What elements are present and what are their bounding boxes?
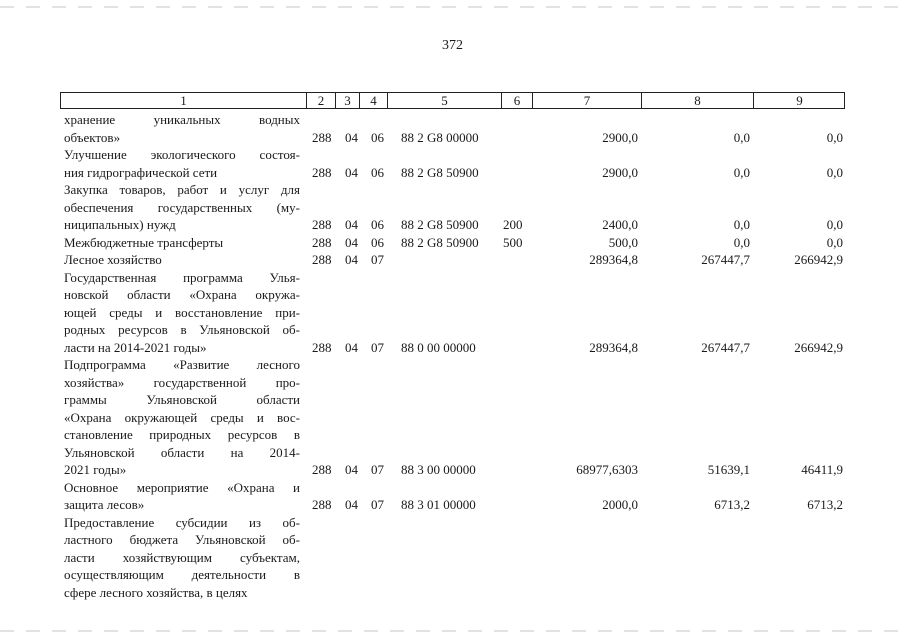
table-row — [0, 251, 905, 269]
description-line: ласти хозяйствующим субъектам, — [64, 549, 300, 565]
cell-c2: 288 — [312, 252, 332, 267]
description-line: «Охрана окружающей среды и вос- — [64, 409, 300, 425]
cell-c7: 68977,6303 — [576, 462, 638, 477]
table-header — [60, 92, 845, 109]
row-description — [64, 146, 300, 181]
cell-c9: 0,0 — [826, 217, 843, 232]
row-description — [64, 234, 300, 252]
cell-c3: 04 — [345, 234, 358, 250]
header-col-7: 7 — [532, 93, 641, 108]
description-line: ласти на 2014-2021 годы» — [64, 339, 207, 355]
description-line: обеспечения государственных (му- — [64, 199, 300, 215]
cell-c5: 88 2 G8 50900 — [401, 164, 479, 180]
cell-c2: 288 — [312, 129, 332, 145]
cell-c4: 06 — [371, 164, 384, 180]
cell-c4: 06 — [371, 234, 384, 250]
cell-c9: 266942,9 — [794, 252, 843, 267]
description-line: Закупка товаров, работ и услуг для — [64, 182, 300, 197]
header-col-1: 1 — [180, 93, 187, 108]
row-description — [64, 251, 300, 269]
cell-c5: 88 2 G8 50900 — [401, 234, 479, 250]
cell-c5: 88 2 G8 50900 — [401, 217, 479, 232]
header-col-8: 8 — [641, 93, 753, 108]
table-row — [0, 146, 905, 181]
row-description — [64, 111, 300, 146]
description-line: родных ресурсов в Ульяновской об- — [64, 322, 300, 337]
cell-c8: 0,0 — [733, 234, 750, 250]
description-line: осуществляющим деятельности в — [64, 567, 300, 582]
cell-c7: 2400,0 — [602, 217, 638, 232]
description-line: Подпрограмма «Развитие лесного — [64, 357, 300, 372]
table-row — [0, 111, 905, 146]
header-col-3: 3 — [335, 93, 359, 108]
cell-c2: 288 — [312, 164, 332, 180]
header-col-9: 9 — [753, 93, 845, 108]
description-line: 2021 годы» — [64, 462, 127, 477]
header-col-6: 6 — [501, 93, 532, 108]
table-body — [0, 111, 905, 601]
description-line: Межбюджетные трансферты — [64, 234, 224, 250]
table-row — [0, 479, 905, 514]
row-description — [64, 181, 300, 234]
table-row — [0, 269, 905, 357]
cell-c3: 04 — [345, 164, 358, 180]
cell-c3: 04 — [345, 217, 358, 232]
cell-c2: 288 — [312, 462, 332, 477]
description-line: Государственная программа Улья- — [64, 269, 300, 285]
cell-c8: 51639,1 — [707, 462, 750, 477]
row-description — [64, 514, 300, 602]
cell-c7: 2000,0 — [602, 497, 638, 512]
cell-c9: 0,0 — [826, 129, 843, 145]
cell-c4: 07 — [371, 497, 384, 512]
cell-c9: 0,0 — [826, 164, 843, 180]
cell-c2: 288 — [312, 497, 332, 512]
cell-c8: 0,0 — [733, 129, 750, 145]
cell-c8: 267447,7 — [701, 252, 750, 267]
row-description — [64, 479, 300, 514]
table-row — [0, 356, 905, 479]
description-line: защита лесов» — [64, 497, 145, 512]
description-line: объектов» — [64, 129, 121, 145]
description-line: граммы Ульяновской области — [64, 392, 300, 407]
description-line: ниципальных) нужд — [64, 217, 176, 232]
cell-c3: 04 — [345, 462, 358, 477]
cell-c6: 200 — [503, 217, 523, 232]
header-col-5: 5 — [387, 93, 501, 108]
table-row — [0, 514, 905, 602]
cell-c5: 88 2 G8 00000 — [401, 129, 479, 145]
cell-c3: 04 — [345, 252, 358, 267]
cell-c9: 0,0 — [826, 234, 843, 250]
description-line: хранение уникальных водных — [64, 112, 300, 127]
description-line: Ульяновской области на 2014- — [64, 444, 300, 460]
description-line: ластного бюджета Ульяновской об- — [64, 532, 300, 547]
cell-c9: 46411,9 — [801, 462, 843, 477]
description-line: Предоставление субсидии из об- — [64, 514, 300, 530]
cell-c6: 500 — [503, 234, 523, 250]
cell-c5: 88 0 00 00000 — [401, 339, 476, 355]
cell-c4: 07 — [371, 339, 384, 355]
cell-c3: 04 — [345, 497, 358, 512]
cell-c7: 2900,0 — [602, 164, 638, 180]
page-number: 372 — [442, 38, 463, 53]
cell-c8: 6713,2 — [714, 497, 750, 512]
cell-c5: 88 3 00 00000 — [401, 462, 476, 477]
header-col-2: 2 — [306, 93, 335, 108]
description-line: Основное мероприятие «Охрана и — [64, 479, 300, 495]
cell-c2: 288 — [312, 217, 332, 232]
cell-c8: 0,0 — [733, 217, 750, 232]
cell-c7: 500,0 — [608, 234, 638, 250]
scan-edge-top — [0, 6, 905, 8]
cell-c3: 04 — [345, 129, 358, 145]
description-line: ния гидрографической сети — [64, 164, 218, 180]
table-row — [0, 181, 905, 234]
description-line: новской области «Охрана окружа- — [64, 287, 300, 302]
cell-c7: 289364,8 — [589, 252, 638, 267]
description-line: ющей среды и восстановление при- — [64, 304, 300, 320]
scan-edge-bottom — [0, 630, 905, 632]
row-description — [64, 269, 300, 357]
cell-c4: 06 — [371, 217, 384, 232]
cell-c7: 289364,8 — [589, 339, 638, 355]
cell-c3: 04 — [345, 339, 358, 355]
cell-c2: 288 — [312, 234, 332, 250]
cell-c5: 88 3 01 00000 — [401, 497, 476, 512]
description-line: хозяйства» государственной про- — [64, 374, 300, 390]
table-row — [0, 234, 905, 252]
cell-c7: 2900,0 — [602, 129, 638, 145]
header-col-4: 4 — [359, 93, 387, 108]
cell-c8: 0,0 — [733, 164, 750, 180]
cell-c9: 266942,9 — [794, 339, 843, 355]
cell-c4: 07 — [371, 462, 384, 477]
cell-c4: 07 — [371, 252, 384, 267]
description-line: Лесное хозяйство — [64, 252, 162, 267]
cell-c9: 6713,2 — [807, 497, 843, 512]
cell-c2: 288 — [312, 339, 332, 355]
description-line: Улучшение экологического состоя- — [64, 147, 300, 162]
cell-c4: 06 — [371, 129, 384, 145]
description-line: становление природных ресурсов в — [64, 427, 300, 442]
cell-c8: 267447,7 — [701, 339, 750, 355]
row-description — [64, 356, 300, 479]
description-line: сфере лесного хозяйства, в целях — [64, 584, 248, 600]
